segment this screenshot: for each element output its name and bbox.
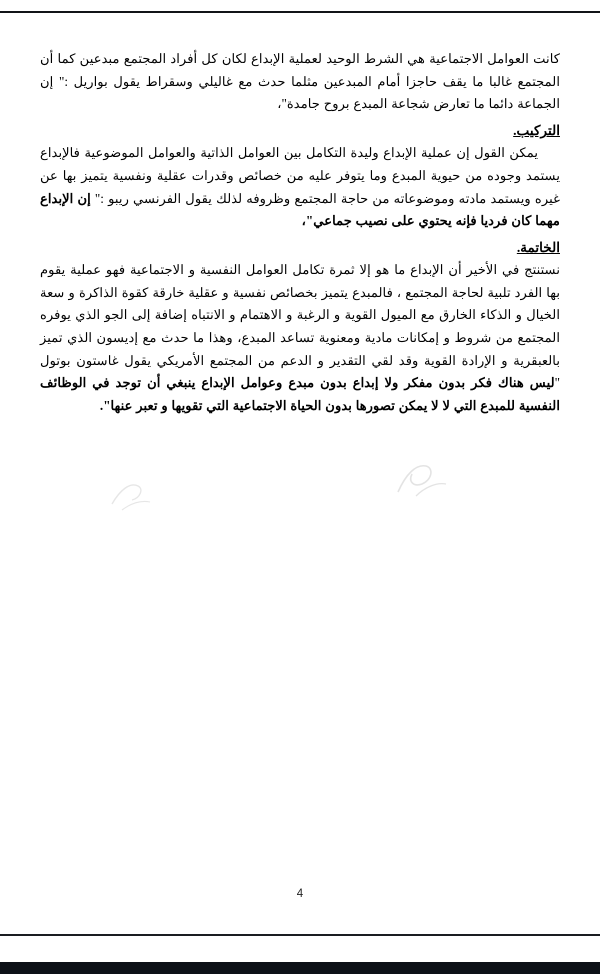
section-heading-tarkib: التركيب.	[513, 123, 560, 139]
khatima-paragraph-quote: ليس هناك فكر بدون مفكر ولا إبداع بدون مبدع وعوامل الإبداع ينبغي أن توجد في الوظائف النفسية للمبدع التي لا لا يمكن تصورها بدون الحياة الاجتماعية التي تقويها و تعبر عنها".	[40, 375, 560, 414]
tarkib-paragraph-lead: يمكن القول إن عملية الإبداع وليدة التكامل بين العوامل الذاتية والعوامل الموضوعية فالإبداع يستمد وجوده من حيوية المبدع وما يتوفر عليه من خصائص وقدرات عقلية ونفسية يتميز بها عن غيره ويستمد مادته وموضوعاته من حاجة المجتمع وظروفه لذلك يقول الفرنسي ريبو :"	[40, 145, 560, 206]
section-heading-khatima-line	[40, 239, 560, 257]
khatima-paragraph	[40, 259, 560, 418]
section-heading-tarkib-line	[40, 122, 560, 140]
bottom-black-band	[0, 962, 600, 974]
handwriting-smudge-icon	[392, 448, 452, 508]
top-divider-rule	[0, 11, 600, 13]
khatima-paragraph-lead: نستنتج في الأخير أن الإبداع ما هو إلا ثمرة تكامل العوامل النفسية و الاجتماعية فهو عملية يقوم بها الفرد تلبية لحاجة المجتمع ، فالمبدع يتميز بخصائص نفسية و عقلية خارقة كقوة الذاكرة و سعة الخيال و الذكاء الخارق مع الميول القوية و الرغبة و الاهتمام و الانتباه إضافة إلى الجو الذي يوفره المجتمع من شروط و إمكانات مادية ومعنوية تساعد المبدع، وهذا ما حدث مع إديسون الذي تميز بالعبقرية و الإرادة القوية وقد لقي التقدير و الدعم من المجتمع الأمريكي يقول غاستون بوتول "	[40, 261, 560, 391]
intro-paragraph: كانت العوامل الاجتماعية هي الشرط الوحيد لعملية الإبداع لكان كل أفراد المجتمع مبدعين كما أن المجتمع غالبا ما يقف حاجزا أمام المبدعين مثلما حدث مع غاليلي وسقراط يقول بواريل :" إن الجماعة دائما ما تعارض شجاعة المبدع بروح جامدة"،	[40, 51, 560, 112]
section-heading-khatima: الخاتمة.	[516, 239, 560, 255]
document-body	[40, 48, 560, 421]
tarkib-paragraph-quote: إن الإبداع مهما كان فرديا فإنه يحتوي على نصيب جماعي"،	[40, 190, 560, 229]
handwriting-smudge-secondary-icon	[108, 470, 154, 516]
tarkib-paragraph	[40, 142, 560, 233]
page-number: 4	[296, 888, 304, 900]
bottom-divider-rule	[0, 934, 600, 936]
